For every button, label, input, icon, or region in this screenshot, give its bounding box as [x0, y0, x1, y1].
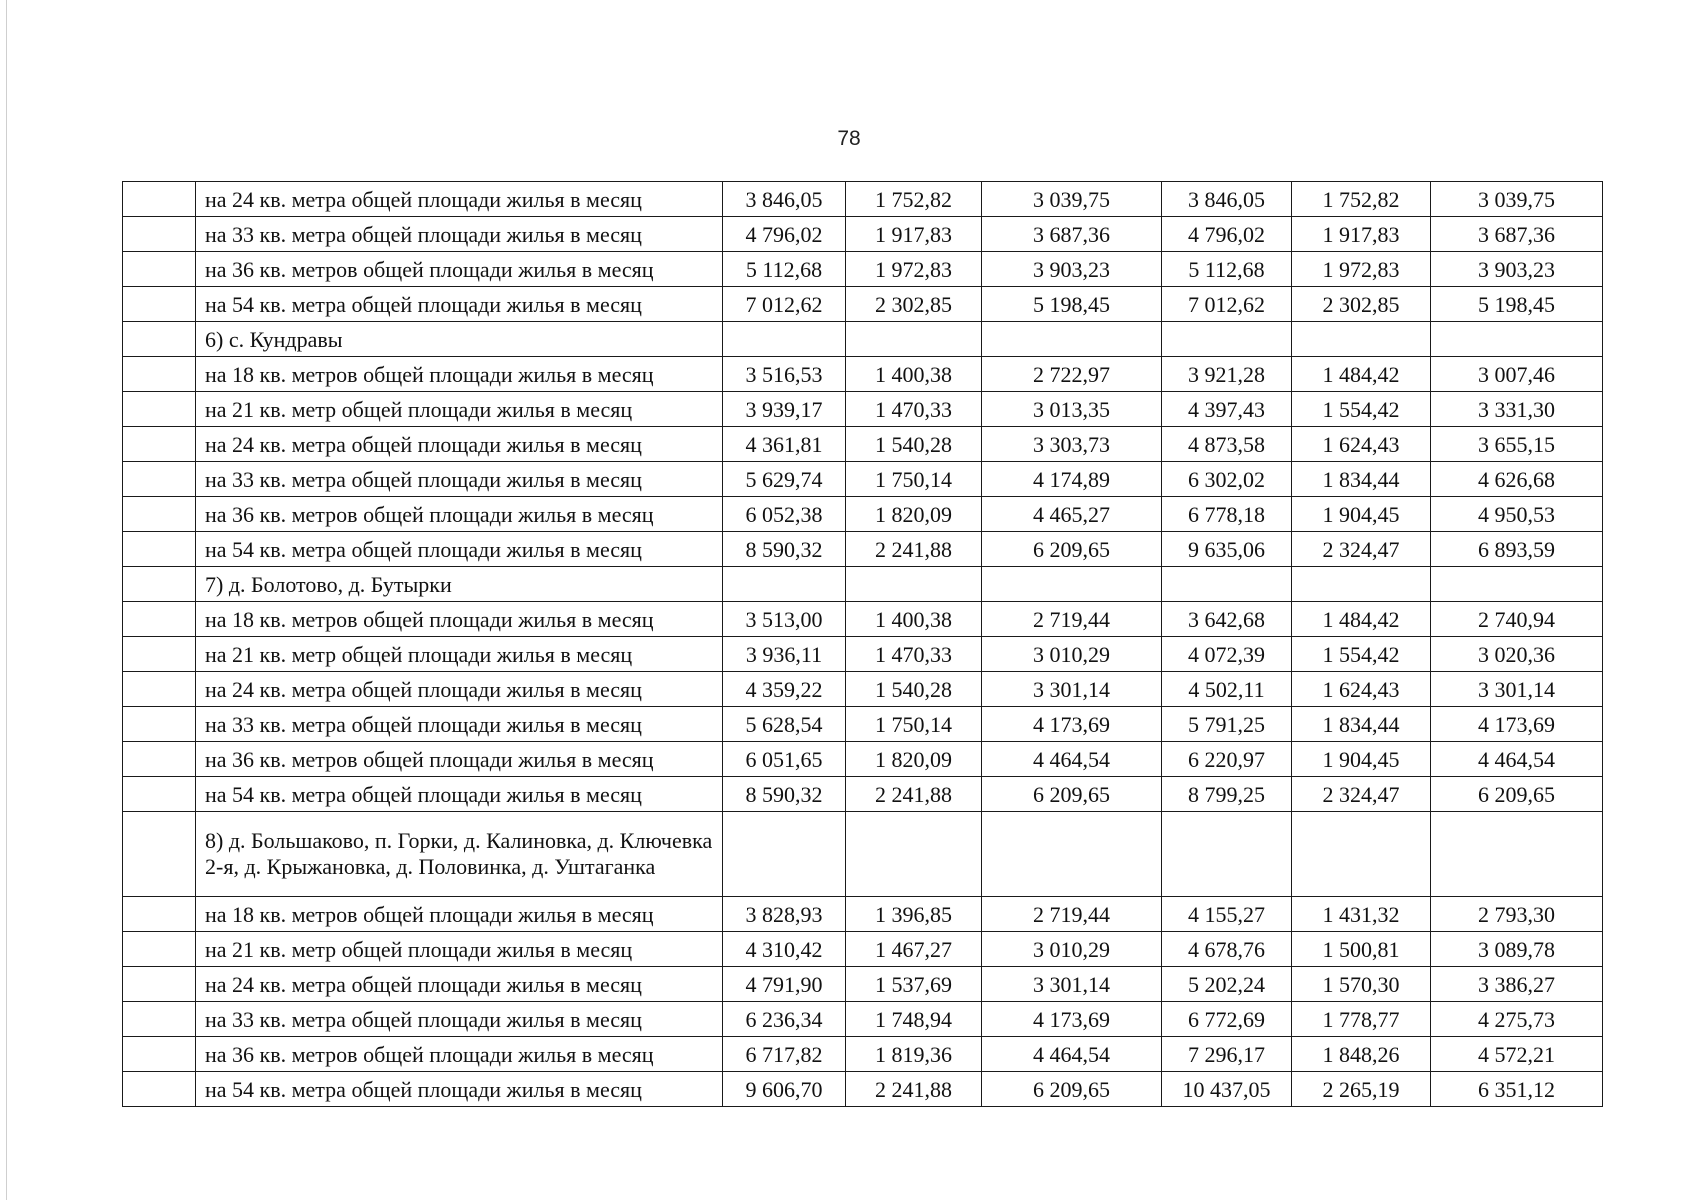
value-cell-col-1: 5 112,68	[723, 252, 846, 287]
value-cell-col-6: 3 655,15	[1431, 427, 1603, 462]
section-row	[123, 812, 1603, 897]
value-cell-col-3: 6 209,65	[982, 1072, 1162, 1107]
row-number-cell	[123, 182, 196, 217]
value-cell-col-2: 1 820,09	[846, 742, 982, 777]
row-number-cell	[123, 357, 196, 392]
value-cell-col-3: 6 209,65	[982, 532, 1162, 567]
empty-cell	[723, 812, 846, 897]
value-cell-col-2: 1 540,28	[846, 427, 982, 462]
value-cell-col-1: 4 361,81	[723, 427, 846, 462]
table-row	[123, 497, 1603, 532]
value-cell-col-2: 1 750,14	[846, 462, 982, 497]
value-cell-col-1: 3 516,53	[723, 357, 846, 392]
row-number-cell	[123, 252, 196, 287]
row-description: на 24 кв. метра общей площади жилья в месяц	[196, 427, 723, 462]
empty-cell	[982, 322, 1162, 357]
row-description: на 33 кв. метра общей площади жилья в месяц	[196, 707, 723, 742]
value-cell-col-5: 1 917,83	[1292, 217, 1431, 252]
value-cell-col-6: 5 198,45	[1431, 287, 1603, 322]
value-cell-col-4: 10 437,05	[1162, 1072, 1292, 1107]
table-row	[123, 252, 1603, 287]
value-cell-col-3: 4 173,69	[982, 707, 1162, 742]
section-row	[123, 567, 1603, 602]
value-cell-col-2: 2 302,85	[846, 287, 982, 322]
section-row	[123, 322, 1603, 357]
row-description: на 21 кв. метр общей площади жилья в месяц	[196, 392, 723, 427]
value-cell-col-3: 3 903,23	[982, 252, 1162, 287]
value-cell-col-6: 4 626,68	[1431, 462, 1603, 497]
value-cell-col-1: 4 791,90	[723, 967, 846, 1002]
empty-cell	[1292, 567, 1431, 602]
value-cell-col-5: 1 624,43	[1292, 427, 1431, 462]
value-cell-col-6: 2 740,94	[1431, 602, 1603, 637]
value-cell-col-3: 4 464,54	[982, 1037, 1162, 1072]
row-number-cell	[123, 812, 196, 897]
row-number-cell	[123, 742, 196, 777]
value-cell-col-2: 1 467,27	[846, 932, 982, 967]
value-cell-col-4: 3 846,05	[1162, 182, 1292, 217]
empty-cell	[982, 567, 1162, 602]
row-number-cell	[123, 1072, 196, 1107]
value-cell-col-4: 4 502,11	[1162, 672, 1292, 707]
value-cell-col-5: 1 972,83	[1292, 252, 1431, 287]
value-cell-col-5: 2 302,85	[1292, 287, 1431, 322]
row-description: на 18 кв. метров общей площади жилья в месяц	[196, 897, 723, 932]
table-row	[123, 637, 1603, 672]
value-cell-col-3: 3 301,14	[982, 672, 1162, 707]
empty-cell	[982, 812, 1162, 897]
empty-cell	[1292, 322, 1431, 357]
value-cell-col-5: 1 500,81	[1292, 932, 1431, 967]
value-cell-col-4: 6 302,02	[1162, 462, 1292, 497]
empty-cell	[723, 567, 846, 602]
value-cell-col-4: 4 072,39	[1162, 637, 1292, 672]
value-cell-col-2: 1 396,85	[846, 897, 982, 932]
row-number-cell	[123, 427, 196, 462]
value-cell-col-1: 6 717,82	[723, 1037, 846, 1072]
value-cell-col-4: 6 778,18	[1162, 497, 1292, 532]
table-row	[123, 217, 1603, 252]
value-cell-col-4: 4 873,58	[1162, 427, 1292, 462]
row-description: на 54 кв. метра общей площади жилья в месяц	[196, 532, 723, 567]
row-number-cell	[123, 287, 196, 322]
table-row	[123, 707, 1603, 742]
value-cell-col-2: 1 400,38	[846, 602, 982, 637]
value-cell-col-1: 6 052,38	[723, 497, 846, 532]
row-description: на 36 кв. метров общей площади жилья в месяц	[196, 1037, 723, 1072]
table-row	[123, 777, 1603, 812]
value-cell-col-1: 8 590,32	[723, 532, 846, 567]
row-description: на 33 кв. метра общей площади жилья в месяц	[196, 1002, 723, 1037]
empty-cell	[1162, 322, 1292, 357]
page-number: 78	[837, 127, 861, 150]
value-cell-col-2: 1 748,94	[846, 1002, 982, 1037]
value-cell-col-3: 4 464,54	[982, 742, 1162, 777]
value-cell-col-1: 3 939,17	[723, 392, 846, 427]
value-cell-col-4: 8 799,25	[1162, 777, 1292, 812]
row-description: на 36 кв. метров общей площади жилья в месяц	[196, 252, 723, 287]
value-cell-col-6: 2 793,30	[1431, 897, 1603, 932]
value-cell-col-3: 5 198,45	[982, 287, 1162, 322]
value-cell-col-6: 6 351,12	[1431, 1072, 1603, 1107]
value-cell-col-3: 2 719,44	[982, 897, 1162, 932]
value-cell-col-5: 1 778,77	[1292, 1002, 1431, 1037]
row-number-cell	[123, 217, 196, 252]
value-cell-col-4: 9 635,06	[1162, 532, 1292, 567]
value-cell-col-6: 4 950,53	[1431, 497, 1603, 532]
table-row	[123, 1037, 1603, 1072]
value-cell-col-4: 5 112,68	[1162, 252, 1292, 287]
value-cell-col-5: 1 484,42	[1292, 602, 1431, 637]
tariff-table	[122, 181, 1603, 1107]
value-cell-col-3: 2 719,44	[982, 602, 1162, 637]
value-cell-col-5: 1 848,26	[1292, 1037, 1431, 1072]
value-cell-col-6: 3 301,14	[1431, 672, 1603, 707]
value-cell-col-2: 1 750,14	[846, 707, 982, 742]
empty-cell	[1162, 567, 1292, 602]
value-cell-col-5: 1 554,42	[1292, 392, 1431, 427]
value-cell-col-5: 1 484,42	[1292, 357, 1431, 392]
value-cell-col-3: 3 010,29	[982, 637, 1162, 672]
value-cell-col-4: 4 678,76	[1162, 932, 1292, 967]
row-number-cell	[123, 707, 196, 742]
value-cell-col-2: 1 540,28	[846, 672, 982, 707]
row-number-cell	[123, 637, 196, 672]
value-cell-col-1: 4 310,42	[723, 932, 846, 967]
value-cell-col-2: 2 241,88	[846, 777, 982, 812]
row-description: на 36 кв. метров общей площади жилья в месяц	[196, 497, 723, 532]
empty-cell	[846, 322, 982, 357]
table-row	[123, 357, 1603, 392]
row-description: на 33 кв. метра общей площади жилья в месяц	[196, 462, 723, 497]
row-description: на 24 кв. метра общей площади жилья в месяц	[196, 672, 723, 707]
value-cell-col-1: 8 590,32	[723, 777, 846, 812]
row-description: на 54 кв. метра общей площади жилья в месяц	[196, 1072, 723, 1107]
row-number-cell	[123, 967, 196, 1002]
value-cell-col-5: 2 324,47	[1292, 532, 1431, 567]
value-cell-col-2: 1 917,83	[846, 217, 982, 252]
table-row	[123, 1002, 1603, 1037]
empty-cell	[846, 812, 982, 897]
table-row	[123, 672, 1603, 707]
value-cell-col-1: 6 051,65	[723, 742, 846, 777]
value-cell-col-2: 1 470,33	[846, 392, 982, 427]
row-description: на 33 кв. метра общей площади жилья в месяц	[196, 217, 723, 252]
row-number-cell	[123, 392, 196, 427]
empty-cell	[846, 567, 982, 602]
value-cell-col-5: 1 904,45	[1292, 497, 1431, 532]
value-cell-col-3: 3 301,14	[982, 967, 1162, 1002]
value-cell-col-2: 1 752,82	[846, 182, 982, 217]
value-cell-col-1: 9 606,70	[723, 1072, 846, 1107]
table-row	[123, 602, 1603, 637]
value-cell-col-4: 4 796,02	[1162, 217, 1292, 252]
value-cell-col-3: 3 013,35	[982, 392, 1162, 427]
value-cell-col-1: 3 513,00	[723, 602, 846, 637]
value-cell-col-1: 5 629,74	[723, 462, 846, 497]
value-cell-col-1: 3 828,93	[723, 897, 846, 932]
value-cell-col-1: 4 359,22	[723, 672, 846, 707]
row-number-cell	[123, 777, 196, 812]
empty-cell	[1292, 812, 1431, 897]
value-cell-col-6: 3 039,75	[1431, 182, 1603, 217]
section-title: 7) д. Болотово, д. Бутырки	[196, 567, 723, 602]
value-cell-col-5: 1 834,44	[1292, 707, 1431, 742]
value-cell-col-2: 1 972,83	[846, 252, 982, 287]
row-number-cell	[123, 567, 196, 602]
value-cell-col-5: 1 570,30	[1292, 967, 1431, 1002]
value-cell-col-6: 3 020,36	[1431, 637, 1603, 672]
value-cell-col-4: 3 642,68	[1162, 602, 1292, 637]
row-number-cell	[123, 322, 196, 357]
value-cell-col-3: 6 209,65	[982, 777, 1162, 812]
value-cell-col-6: 3 089,78	[1431, 932, 1603, 967]
row-number-cell	[123, 1002, 196, 1037]
value-cell-col-2: 1 820,09	[846, 497, 982, 532]
value-cell-col-2: 2 241,88	[846, 1072, 982, 1107]
value-cell-col-4: 3 921,28	[1162, 357, 1292, 392]
value-cell-col-4: 6 772,69	[1162, 1002, 1292, 1037]
value-cell-col-3: 3 039,75	[982, 182, 1162, 217]
value-cell-col-6: 4 464,54	[1431, 742, 1603, 777]
value-cell-col-3: 3 010,29	[982, 932, 1162, 967]
empty-cell	[1162, 812, 1292, 897]
row-number-cell	[123, 602, 196, 637]
value-cell-col-4: 7 012,62	[1162, 287, 1292, 322]
value-cell-col-5: 1 904,45	[1292, 742, 1431, 777]
value-cell-col-5: 2 324,47	[1292, 777, 1431, 812]
value-cell-col-5: 1 554,42	[1292, 637, 1431, 672]
value-cell-col-3: 3 687,36	[982, 217, 1162, 252]
table-row	[123, 462, 1603, 497]
value-cell-col-3: 3 303,73	[982, 427, 1162, 462]
row-number-cell	[123, 497, 196, 532]
row-number-cell	[123, 672, 196, 707]
value-cell-col-1: 4 796,02	[723, 217, 846, 252]
value-cell-col-2: 1 537,69	[846, 967, 982, 1002]
section-title: 8) д. Большаково, п. Горки, д. Калиновка, д. Ключевка 2-я, д. Крыжановка, д. Половинка, д. Уштаганка	[196, 812, 723, 897]
value-cell-col-4: 5 791,25	[1162, 707, 1292, 742]
row-description: на 24 кв. метра общей площади жилья в месяц	[196, 182, 723, 217]
table-body	[123, 182, 1603, 1107]
empty-cell	[1431, 322, 1603, 357]
value-cell-col-6: 6 893,59	[1431, 532, 1603, 567]
table-row	[123, 287, 1603, 322]
value-cell-col-5: 1 431,32	[1292, 897, 1431, 932]
row-description: на 36 кв. метров общей площади жилья в месяц	[196, 742, 723, 777]
row-description: на 24 кв. метра общей площади жилья в месяц	[196, 967, 723, 1002]
value-cell-col-3: 4 465,27	[982, 497, 1162, 532]
empty-cell	[1431, 812, 1603, 897]
row-description: на 54 кв. метра общей площади жилья в месяц	[196, 287, 723, 322]
value-cell-col-6: 3 007,46	[1431, 357, 1603, 392]
table-row	[123, 182, 1603, 217]
table-row	[123, 1072, 1603, 1107]
row-number-cell	[123, 897, 196, 932]
value-cell-col-6: 6 209,65	[1431, 777, 1603, 812]
value-cell-col-1: 6 236,34	[723, 1002, 846, 1037]
value-cell-col-6: 3 687,36	[1431, 217, 1603, 252]
value-cell-col-5: 1 624,43	[1292, 672, 1431, 707]
value-cell-col-5: 1 752,82	[1292, 182, 1431, 217]
row-number-cell	[123, 532, 196, 567]
row-description: на 54 кв. метра общей площади жилья в месяц	[196, 777, 723, 812]
section-title: 6) с. Кундравы	[196, 322, 723, 357]
row-number-cell	[123, 462, 196, 497]
value-cell-col-6: 3 903,23	[1431, 252, 1603, 287]
value-cell-col-2: 1 819,36	[846, 1037, 982, 1072]
value-cell-col-3: 4 174,89	[982, 462, 1162, 497]
value-cell-col-5: 1 834,44	[1292, 462, 1431, 497]
table-row	[123, 392, 1603, 427]
table-row	[123, 967, 1603, 1002]
value-cell-col-6: 4 572,21	[1431, 1037, 1603, 1072]
value-cell-col-1: 3 936,11	[723, 637, 846, 672]
table-row	[123, 532, 1603, 567]
row-description: на 21 кв. метр общей площади жилья в месяц	[196, 932, 723, 967]
table-row	[123, 932, 1603, 967]
empty-cell	[1431, 567, 1603, 602]
empty-cell	[723, 322, 846, 357]
value-cell-col-4: 4 155,27	[1162, 897, 1292, 932]
table-row	[123, 742, 1603, 777]
table-row	[123, 427, 1603, 462]
row-description: на 18 кв. метров общей площади жилья в месяц	[196, 357, 723, 392]
value-cell-col-3: 2 722,97	[982, 357, 1162, 392]
row-number-cell	[123, 1037, 196, 1072]
table-row	[123, 897, 1603, 932]
value-cell-col-6: 4 173,69	[1431, 707, 1603, 742]
row-number-cell	[123, 932, 196, 967]
value-cell-col-1: 3 846,05	[723, 182, 846, 217]
value-cell-col-1: 7 012,62	[723, 287, 846, 322]
value-cell-col-6: 3 386,27	[1431, 967, 1603, 1002]
value-cell-col-2: 2 241,88	[846, 532, 982, 567]
row-description: на 21 кв. метр общей площади жилья в месяц	[196, 637, 723, 672]
value-cell-col-4: 7 296,17	[1162, 1037, 1292, 1072]
scan-edge-line	[6, 0, 7, 1200]
value-cell-col-4: 6 220,97	[1162, 742, 1292, 777]
value-cell-col-2: 1 470,33	[846, 637, 982, 672]
value-cell-col-5: 2 265,19	[1292, 1072, 1431, 1107]
value-cell-col-1: 5 628,54	[723, 707, 846, 742]
row-description: на 18 кв. метров общей площади жилья в месяц	[196, 602, 723, 637]
value-cell-col-6: 4 275,73	[1431, 1002, 1603, 1037]
value-cell-col-4: 4 397,43	[1162, 392, 1292, 427]
value-cell-col-2: 1 400,38	[846, 357, 982, 392]
value-cell-col-4: 5 202,24	[1162, 967, 1292, 1002]
value-cell-col-3: 4 173,69	[982, 1002, 1162, 1037]
value-cell-col-6: 3 331,30	[1431, 392, 1603, 427]
